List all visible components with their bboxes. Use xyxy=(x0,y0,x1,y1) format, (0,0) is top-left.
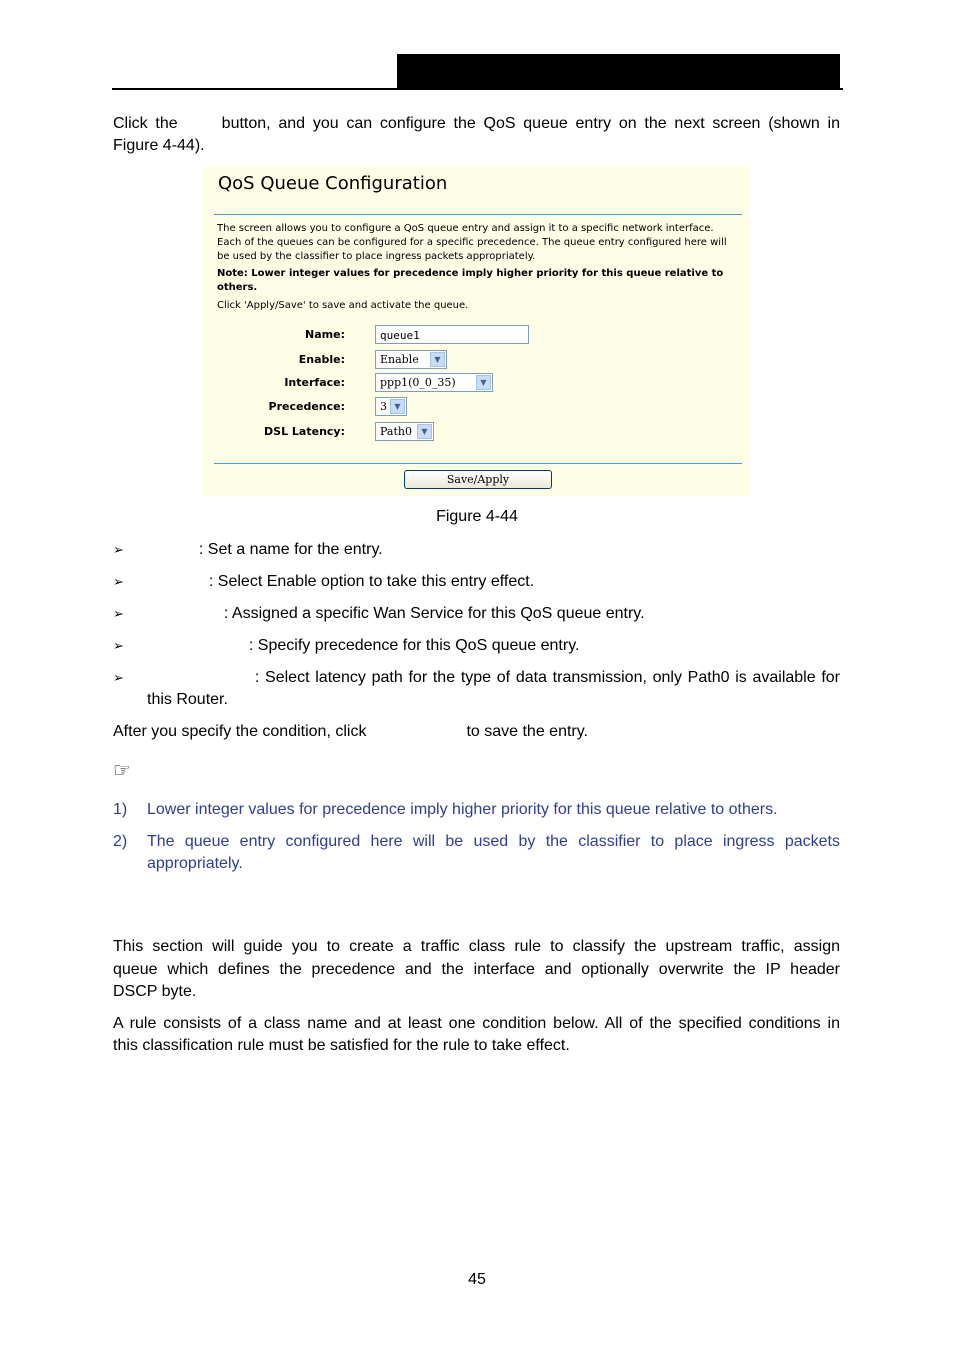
intro-line-2: Figure 4-44). xyxy=(113,137,205,154)
bullet-text: : Select latency path for the type of data transmission, only Path0 is available for xyxy=(254,669,840,686)
chevron-down-icon[interactable]: ▼ xyxy=(417,424,432,439)
note-text-1: Lower integer values for precedence imply higher priority for this queue relative to others. xyxy=(147,801,778,818)
bullet-item-dsl-latency xyxy=(113,667,840,690)
bullet-item-precedence xyxy=(113,635,579,658)
figure-desc-line-3: be used by the classifier to place ingress packets appropriately. xyxy=(217,251,536,262)
bullet-item-interface xyxy=(113,603,645,626)
figure-description xyxy=(217,222,742,313)
arrow-bullet-icon: ➢ xyxy=(113,671,124,686)
figure-top-rule xyxy=(214,214,742,215)
qos-queue-config-figure xyxy=(203,167,750,496)
figure-instruction: Click 'Apply/Save' to save and activate the queue. xyxy=(217,300,469,311)
bullet-text: : Specify precedence for this QoS queue entry. xyxy=(248,637,580,654)
interface-select-value: ppp1(0_0_35) xyxy=(380,376,456,389)
interface-label: Interface: xyxy=(284,376,345,389)
name-label: Name: xyxy=(305,328,345,341)
note-item-2 xyxy=(113,831,127,853)
enable-select[interactable] xyxy=(375,350,447,369)
header-bar xyxy=(397,54,840,88)
figure-desc-line-1: The screen allows you to configure a QoS queue entry and assign it to a specific network interface. xyxy=(217,223,714,234)
bullet-text: : Assigned a specific Wan Service for this QoS queue entry. xyxy=(223,605,645,622)
note-item-1 xyxy=(113,799,127,821)
bullet-item-name xyxy=(113,539,383,562)
note-text-2-line-2: appropriately. xyxy=(147,855,243,872)
chevron-down-icon[interactable]: ▼ xyxy=(476,375,491,390)
after-text-b: to save the entry. xyxy=(466,723,588,740)
section-p2-line-2: this classification rule must be satisfied for the rule to take effect. xyxy=(113,1037,570,1054)
dsl-latency-label: DSL Latency: xyxy=(264,425,345,438)
intro-text-a: Click the xyxy=(113,115,178,132)
precedence-select-value: 3 xyxy=(380,400,387,413)
header-rule xyxy=(112,88,843,90)
note-number: 1) xyxy=(113,801,128,818)
name-input[interactable]: queue1 xyxy=(375,325,529,344)
figure-desc-line-2: Each of the queues can be configured for a specific precedence. The queue entry configured here will xyxy=(217,237,727,248)
enable-select-value: Enable xyxy=(380,353,419,366)
after-paragraph xyxy=(113,721,588,743)
figure-title: QoS Queue Configuration xyxy=(218,173,448,194)
section-p1-line-3: DSCP byte. xyxy=(113,983,197,1000)
arrow-bullet-icon: ➢ xyxy=(113,575,124,590)
bullet-text: : Set a name for the entry. xyxy=(198,541,383,558)
bullet-text-continued: this Router. xyxy=(147,691,228,708)
enable-label: Enable: xyxy=(298,353,345,366)
dsl-latency-select-value: Path0 xyxy=(380,425,412,438)
note-text-2-line-1: The queue entry configured here will be used by the classifier to place ingress packets xyxy=(147,833,840,850)
pointing-hand-icon: ☞ xyxy=(113,758,131,782)
precedence-select[interactable] xyxy=(375,397,407,416)
bullet-text: : Select Enable option to take this entry effect. xyxy=(208,573,535,590)
section-p1-line-2: queue which defines the precedence and the interface and optionally overwrite the IP header xyxy=(113,961,840,978)
precedence-label: Precedence: xyxy=(268,400,345,413)
arrow-bullet-icon: ➢ xyxy=(113,607,124,622)
section-p1-line-1: This section will guide you to create a traffic class rule to classify the upstream traffic, assign xyxy=(113,938,840,955)
after-text-a: After you specify the condition, click xyxy=(113,723,367,740)
arrow-bullet-icon: ➢ xyxy=(113,543,124,558)
figure-bottom-rule xyxy=(214,463,742,464)
intro-line-1 xyxy=(113,113,840,135)
note-number: 2) xyxy=(113,833,128,850)
figure-note: Note: Lower integer values for precedence imply higher priority for this queue relative to others. xyxy=(217,268,724,293)
arrow-bullet-icon: ➢ xyxy=(113,639,124,654)
dsl-latency-select[interactable] xyxy=(375,422,434,441)
figure-caption: Figure 4-44 xyxy=(436,508,518,525)
chevron-down-icon[interactable]: ▼ xyxy=(430,352,445,367)
interface-select[interactable] xyxy=(375,373,493,392)
chevron-down-icon[interactable]: ▼ xyxy=(390,399,405,414)
bullet-item-enable xyxy=(113,571,534,594)
save-apply-button[interactable]: Save/Apply xyxy=(404,470,552,489)
section-p2-line-1: A rule consists of a class name and at least one condition below. All of the specified conditions in xyxy=(113,1015,840,1032)
intro-text-b: button, and you can configure the QoS queue entry on the next screen (shown in xyxy=(221,115,840,132)
page-number: 45 xyxy=(468,1271,486,1288)
